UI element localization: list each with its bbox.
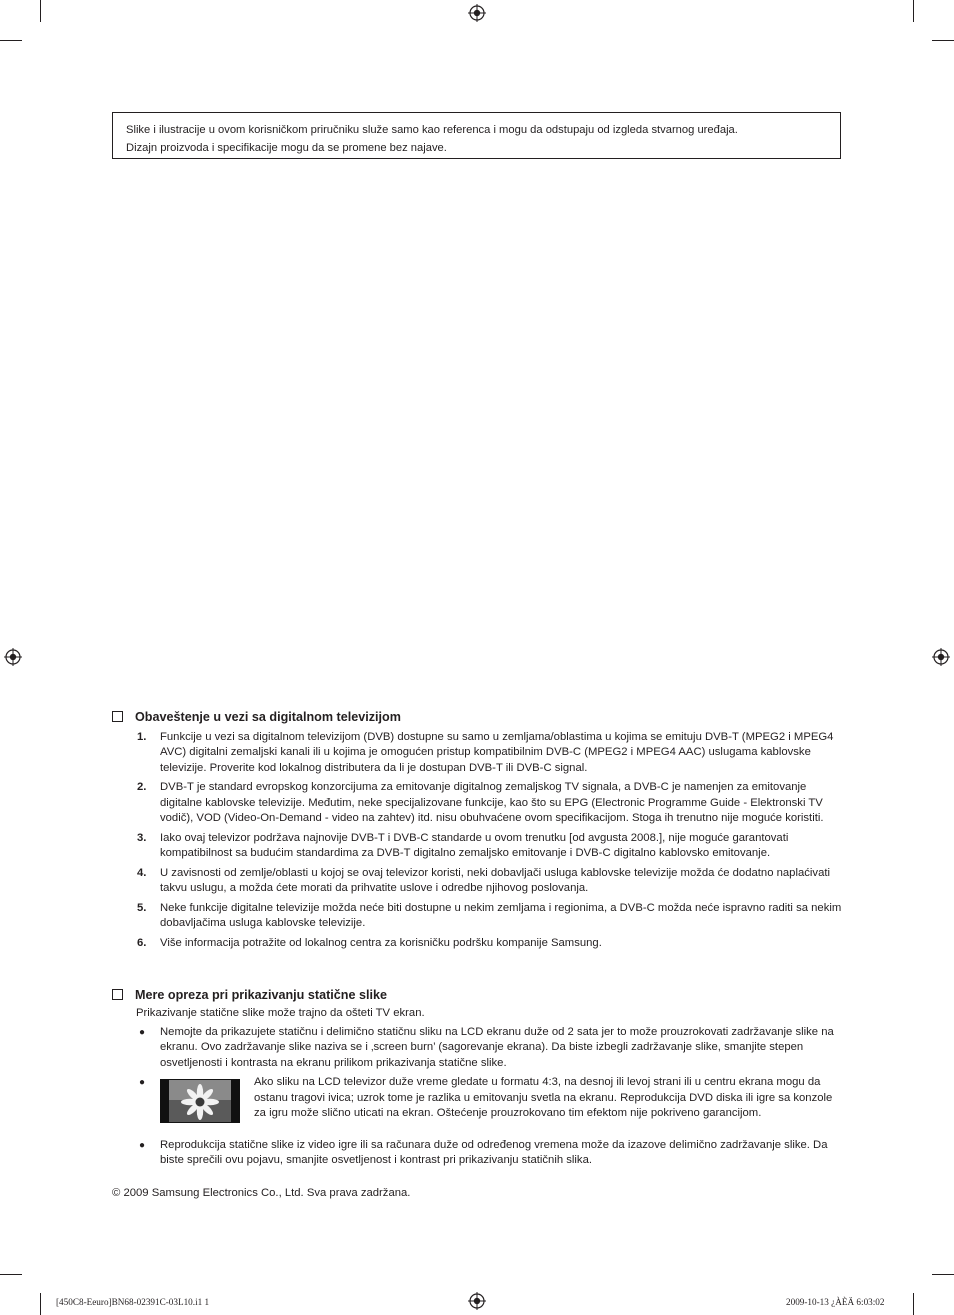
item-number: 6. — [137, 936, 147, 949]
section-heading-text: Obaveštenje u vezi sa digitalnom televizijom — [135, 710, 401, 724]
crop-mark — [913, 0, 914, 22]
item-number: 2. — [137, 781, 147, 794]
list-item — [137, 780, 847, 826]
section-intro: Prikazivanje statične slike može trajno da ošteti TV ekran. — [136, 1007, 425, 1019]
item-number: 5. — [137, 901, 147, 914]
item-text: Više informacija potražite od lokalnog centra za korisničku podršku kompanije Samsung. — [160, 936, 602, 949]
static-image-precautions-list — [137, 1025, 847, 1173]
list-item — [137, 866, 847, 897]
section-heading — [112, 988, 387, 1002]
print-footer-left: [450C8-Eeuro]BN68-02391C-03L10.i1 1 — [56, 1297, 210, 1307]
print-footer-right: 2009-10-13 ¿ÀÈÄ 6:03:02 — [786, 1297, 885, 1307]
copyright-notice: © 2009 Samsung Electronics Co., Ltd. Sva prava zadržana. — [112, 1187, 411, 1199]
item-text: Neke funkcije digitalne televizije možda neće biti dostupne u nekim zemljama i regionima, a DVB-C možda neće ispravno raditi sa nekim dobavljačima usluga kablovske televizije. — [160, 901, 842, 929]
item-text: Nemojte da prikazujete statičnu i delimično statičnu sliku na LCD ekranu duže od 2 sata jer to može prouzrokovati zadržavanje slike na ekranu. Ovo zadržavanje slike naziva se i ‚screen burn’ (sagorevanje ekrana). Da biste izbegli zadržavanje slike, smanjite stepen osvetljenosti i kontrasta na ekranu prilikom prikazivanja statične slike. — [160, 1026, 834, 1069]
section-heading-text: Mere opreza pri prikazivanju statične slike — [135, 988, 387, 1002]
list-item — [137, 831, 847, 862]
section-heading — [112, 710, 401, 724]
crop-mark — [40, 0, 41, 22]
crop-mark — [932, 40, 954, 41]
crop-mark — [913, 1293, 914, 1315]
digital-tv-notice-list — [137, 730, 847, 955]
crop-mark — [932, 1274, 954, 1275]
item-text: Ako sliku na LCD televizor duže vreme gledate u formatu 4:3, na desnoj ili levoj strani ili u centru ekrana mogu da ostanu tragovi ivica; uzrok tome je razlika u emitovanju svetla na ekranu. Reprodukcija DVD diska ili igre sa konzole za igru može slično uticati na ekran. Oštećenje prouzrokovano tim efektom nije pokriveno garancijom. — [254, 1076, 833, 1119]
bullet-icon: ● — [139, 1139, 146, 1151]
item-text: Iako ovaj televizor podržava najnovije DVB-T i DVB-C standarde u ovom trenutku [od avgusta 2008.], nije moguće garantovati kompatibilnost sa budućim standardima za DVB-T digitalno zemaljsko emitovanje i DVB-C digitalno kablovsko emitovanje. — [160, 831, 789, 859]
crop-mark — [40, 1293, 41, 1315]
crop-mark — [0, 40, 22, 41]
bullet-icon: ● — [139, 1027, 146, 1038]
item-text: Funkcije u vezi sa digitalnom televizijom (DVB) dostupne su samo u zemljama/oblastima u kojima se emituju DVB-T (MPEG2 i MPEG4 AVC) digitalni zemaljski kanali ili u kojima je omogućen pristup kompatibilnim DVB-C (MPEG2 i MPEG4 AAC) uslugama kablovske televizije. Proverite kod lokalnog distributera da li je dostupan DVB-T ili DVB-C signal. — [160, 731, 834, 774]
disclaimer-line: Slike i ilustracije u ovom korisničkom priručniku služe samo kao referenca i mogu da odstupaju od izgleda stvarnog uređaja. — [126, 124, 738, 136]
registration-mark-icon — [468, 4, 486, 22]
list-item — [137, 1025, 847, 1071]
disclaimer-box — [112, 112, 841, 159]
list-item — [137, 730, 847, 776]
list-item — [137, 936, 847, 951]
list-item — [137, 901, 847, 932]
item-number: 3. — [137, 831, 147, 844]
item-text: Reprodukcija statične slike iz video igre ili sa računara duže od određenog vremena može da izazove delimično zadržavanje slike. Da biste sprečili ovu pojavu, smanjite osvetljenost i kontrast pri prikazivanju statičnih slika. — [160, 1138, 828, 1167]
item-text: DVB-T je standard evropskog konzorcijuma za emitovanje digitalnog zemaljskog TV signala, a DVB-C je namenjen za emitovanje digitalne kablovske televizije. Međutim, neke specijalizovane funkcije, kao što su EPG (Electronic Programme Guide - Elektronski TV vodič), VOD (Video-On-Demand - video na zahtev) itd. nisu obuhvaćene ovom specifikacijom. Stoga ih trenutno nije moguće koristiti. — [160, 781, 824, 824]
checkbox-square-icon — [112, 989, 123, 1000]
item-text: U zavisnosti od zemlje/oblasti u kojoj se ovaj televizor koristi, neki dobavljači usluga kablovske televizije možda će dodatno naplaćivati takvu uslugu, a možda ćete morati da prihvatite uslove i odredbe njihovog poslovanja. — [160, 866, 830, 894]
registration-mark-icon — [932, 648, 950, 666]
item-number: 1. — [137, 731, 147, 743]
checkbox-square-icon — [112, 711, 123, 722]
disclaimer-line: Dizajn proizvoda i specifikacije mogu da se promene bez najave. — [126, 142, 447, 154]
registration-mark-icon — [4, 648, 22, 666]
list-item — [137, 1075, 847, 1133]
crop-mark — [0, 1274, 22, 1275]
registration-mark-icon — [468, 1292, 486, 1310]
tv-screen-flower-image — [160, 1079, 240, 1123]
list-item — [137, 1138, 847, 1169]
item-number: 4. — [137, 866, 147, 879]
bullet-icon: ● — [139, 1077, 146, 1089]
